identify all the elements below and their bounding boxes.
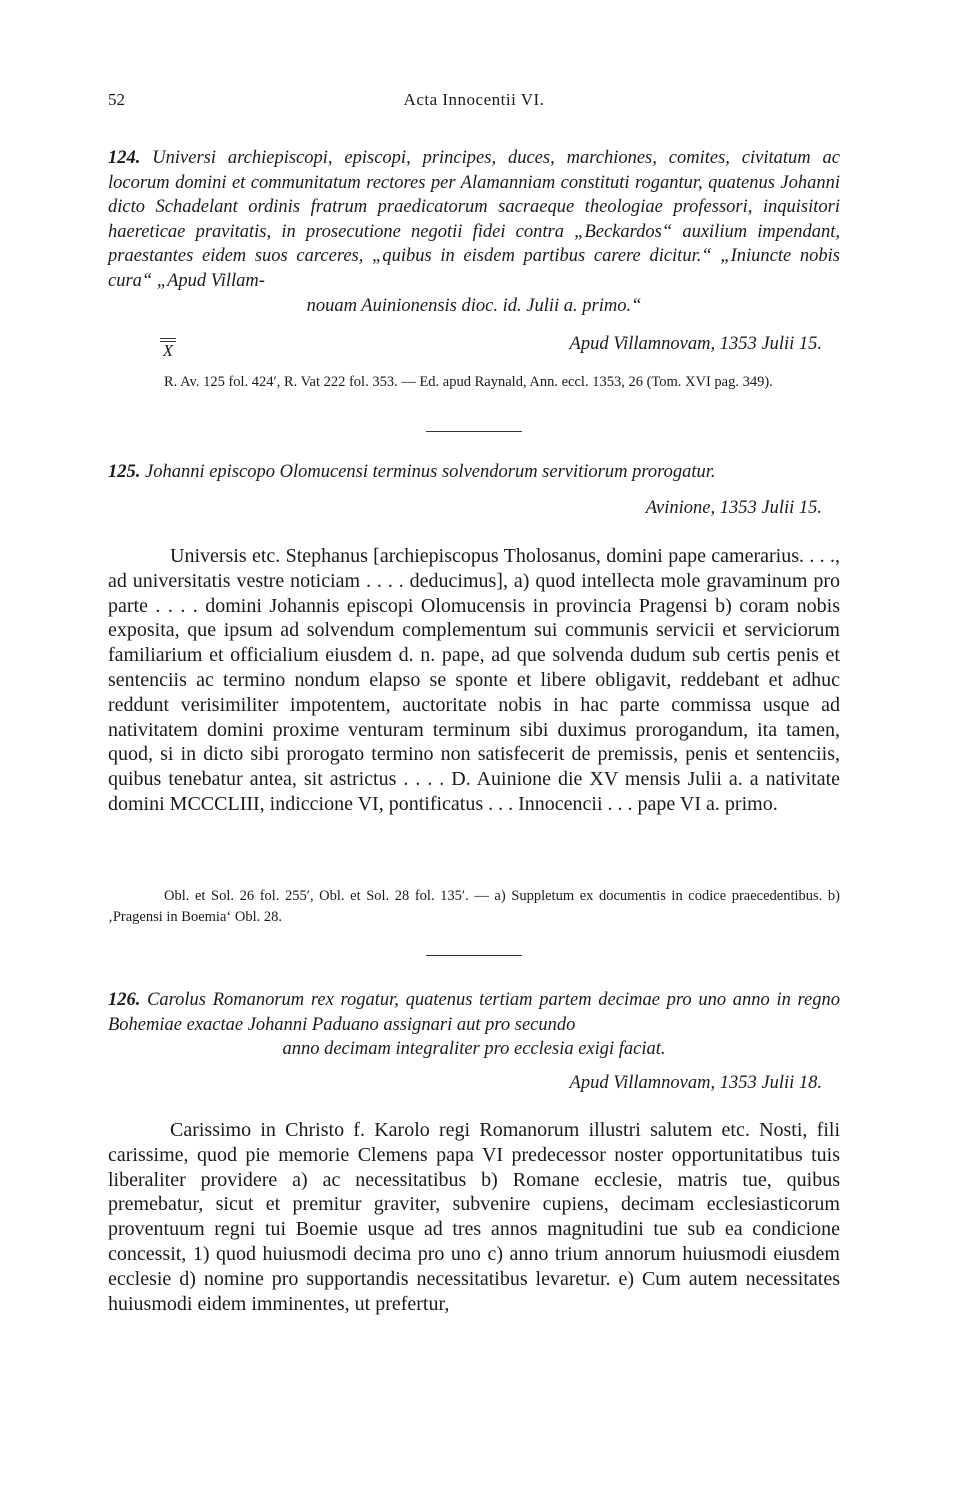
document-125 (108, 460, 840, 485)
doc-126-date (108, 1071, 840, 1095)
doc-125-number: 125. (108, 462, 141, 482)
document-124 (108, 146, 840, 318)
doc-124-regest (108, 146, 840, 294)
doc-125-body-text: Universis etc. Stephanus [archiepiscopus Tholosanus, domini pape camerarius. . . ., ad universitatis vestre noticiam . . . . deducimus], a) quod intellecta mole gravaminum pro parte . . . . domini Johannis episcopi Olomucensis in provincia Pragensi b) coram nobis exposita, que ipsum ad solvendum complementum sui communis servicii et serviciorum familiarium et officialium eiusdem d. n. pape, ad que solvenda dudum sub certis penis et sentenciis ac termino nondum elapso se sponte et libere obligavit, reddebant et adhuc reddunt verisimiliter impotentem, auctoritate nobis in hac parte commissa usque ad nativitatem domini proxime venturam terminum sibi duximus prorogandum, ita tamen, quod, si in dicto sibi prorogato termino non satisfecerit de premissis, penis et sentenciis, quibus tenebatur antea, sit astrictus . . . . D. Auinione die XV mensis Julii a. a nativitate domini MCCCLIII, indiccione VI, pontificatus . . . Innocencii . . . pape VI a. primo. (108, 545, 840, 815)
register-mark-letter: X (162, 341, 174, 360)
separator-2 (108, 955, 840, 956)
doc-125-regest (108, 460, 840, 485)
doc-125-regest-text: Johanni episcopo Olomucensi terminus solvendorum servitiorum prorogatur. (145, 462, 716, 482)
doc-124-notes-text: R. Av. 125 fol. 424′, R. Vat 222 fol. 353. — Ed. apud Raynald, Ann. eccl. 1353, 26 (Tom. XVI pag. 349). (164, 374, 773, 390)
doc-124-date-text: Apud Villamnovam, 1353 Julii 15. (569, 334, 822, 354)
doc-126-regest-text: Carolus Romanorum rex rogatur, quatenus tertiam partem decimae pro uno anno in regno Bohemiae exactae Johanni Paduano assignari aut pro secundo (108, 990, 840, 1035)
doc-124-regest-text: Universi archiepiscopi, episcopi, principes, duces, marchiones, comites, civitatum ac locorum domini et communitatum rectores per Alamanniam constituti rogantur, quatenus Johanni dicto Schadelant ordinis fratrum praedicatorum sacraeque theologiae professori, inquisitori haereticae pravitatis, in prosecutione negotii fidei contra „Beckardos“ auxilium impendant, praestantes eidem suos carceres, „quibus in eisdem partibus carere dicitur.“ „Iniuncte nobis cura“ „Apud Villam- (108, 148, 840, 291)
document-126 (108, 988, 840, 1062)
separator-rule-1 (426, 431, 522, 432)
doc-124-date (108, 332, 840, 356)
doc-126-body (108, 1118, 840, 1316)
doc-125-notes (108, 886, 840, 928)
doc-126-number: 126. (108, 990, 141, 1010)
doc-126-date-text: Apud Villamnovam, 1353 Julii 18. (569, 1073, 822, 1093)
doc-125-body (108, 544, 840, 817)
separator-rule-2 (426, 955, 522, 956)
doc-125-date (108, 496, 840, 520)
running-title: Acta Innocentii VI. (403, 90, 545, 109)
doc-124-regest-end: nouam Auinionensis dioc. id. Julii a. primo.“ (306, 295, 642, 316)
page-number: 52 (108, 90, 125, 109)
doc-125-date-text: Avinione, 1353 Julii 15. (645, 498, 822, 518)
doc-125-notes-text: Obl. et Sol. 26 fol. 255′, Obl. et Sol. 28 fol. 135′. — a) Suppletum ex documentis in codice praecedentibus. b) ‚Pragensi in Boemia‘ Obl. 28. (108, 888, 840, 925)
doc-124-number: 124. (108, 148, 141, 168)
running-header (108, 90, 840, 114)
separator-1 (108, 431, 840, 432)
doc-126-body-text: Carissimo in Christo f. Karolo regi Romanorum illustri salutem etc. Nosti, fili carissime, quod pie memorie Clemens papa VI predecessor noster opportunitatibus tuis liberaliter providere a) ac necessitatibus b) Romane ecclesie, matris tue, quibus premebatur, sicut et premitur graviter, subvenire cupiens, decimam ecclesiasticorum proventuum regni tui Boemie usque ad tres annos magnitudini tue sub ea condicione concessit, 1) quod huiusmodi decima pro uno c) anno trium annorum huiusmodi eiusdem ecclesie d) nomine pro supportandis necessitatibus levaretur. e) Cum autem necessitates huiusmodi eidem imminentes, ut prefertur, (108, 1119, 840, 1315)
doc-126-regest (108, 988, 840, 1037)
doc-124-notes (108, 372, 840, 393)
doc-126-regest-end: anno decimam integraliter pro ecclesia exigi faciat. (282, 1039, 666, 1060)
